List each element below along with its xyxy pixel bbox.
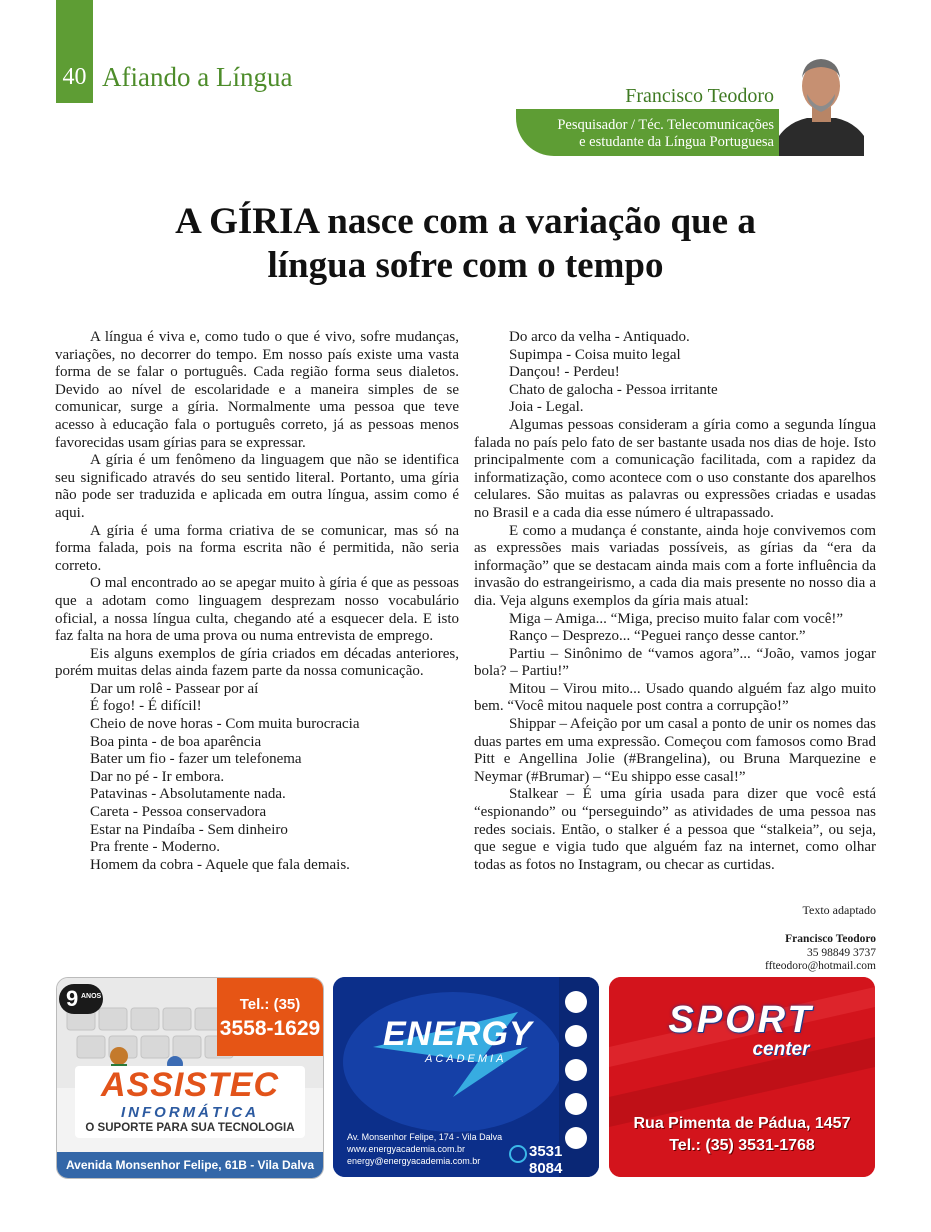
- activity-icon: [565, 991, 587, 1013]
- slang-item: Dar um rolê - Passear por aí: [90, 680, 259, 697]
- signature-email: ffteodoro@hotmail.com: [765, 960, 876, 972]
- slang-item: Supimpa - Coisa muito legal: [509, 346, 681, 363]
- slang-item: Bater um fio - fazer um telefonema: [90, 751, 302, 768]
- section-title: Afiando a Língua: [102, 62, 293, 92]
- energy-info: [347, 1131, 502, 1167]
- ad-sport-center[interactable]: [609, 977, 875, 1177]
- author-name: Francisco Teodoro: [625, 85, 774, 107]
- activity-icon: [565, 1025, 587, 1047]
- phone-icon: [509, 1145, 527, 1163]
- source-note: Texto adaptado: [802, 903, 876, 917]
- paragraph: A gíria é uma forma criativa de se comunicar, mas só na forma falada, pois na forma escrita não é permitida, não seria correto.: [55, 522, 459, 574]
- badge-label: ANOS: [81, 993, 102, 1000]
- signature: [700, 933, 876, 974]
- sport-sub: center: [752, 1039, 810, 1060]
- slang-item: Estar na Pindaíba - Sem dinheiro: [90, 821, 288, 838]
- slang-item: Boa pinta - de boa aparência: [90, 733, 262, 750]
- slang-item: Chato de galocha - Pessoa irritante: [509, 381, 718, 398]
- ad-address-bar: Avenida Monsenhor Felipe, 61B - Vila Dalva: [57, 1152, 323, 1178]
- sport-brand: SPORT: [668, 999, 814, 1041]
- author-photo: [779, 48, 864, 156]
- article-column-right: [474, 329, 876, 874]
- paragraph: A língua é viva e, como tudo o que é vivo, sofre mudanças, variações, no decorrer do tempo. Em nosso país existe uma vasta forma de se falar o português. Cada região forma seus dialetos. Devido ao nível de escolaridade e a maneira simples de se comunicar, surge a gíria. Normalmente uma pessoa que teve acesso à educação fala o português correto, já as pessoas menos favorecidas usam gírias para se expressar.: [55, 329, 459, 451]
- title-line-1: A GÍRIA nasce com a variação que a: [175, 201, 756, 242]
- sport-phone: Tel.: (35) 3531-1768: [669, 1137, 815, 1154]
- energy-address: Av. Monsenhor Felipe, 174 - Vila Dalva: [347, 1132, 503, 1142]
- author-role: [520, 117, 774, 151]
- slang-item: Do arco da velha - Antiquado.: [509, 329, 690, 345]
- paragraph: Shippar – Afeição por um casal a ponto de unir os nomes das duas partes em uma expressão. Começou com famosos como Brad Pitt e Angellina Jolie (#Brangelina), ou Bruna Marquezine e Neymar (#Brumar) – “Eu shippo esse casal!”: [474, 716, 876, 785]
- article-column-left: [55, 329, 459, 874]
- ad-energy[interactable]: [333, 977, 599, 1177]
- energy-site: www.energyacademia.com.br: [347, 1144, 466, 1154]
- paragraph: Algumas pessoas consideram a gíria como a segunda língua falada no país pelo fato de ser bastante usada nos dias de hoje. Isto principalmente com a comunicação facilitada, com a rapidez da informatização, como acontece com o uso constante dos aparelhos celulares. São muitas as palavras ou expressões criadas e usadas no Brasil e a cada dia esse número é ultrapassado.: [474, 416, 876, 521]
- author-role-line1: Pesquisador / Téc. Telecomunicações: [557, 117, 774, 133]
- signature-name: Francisco Teodoro: [785, 933, 876, 945]
- slang-item: Homem da cobra - Aquele que fala demais.: [90, 856, 350, 873]
- sport-logo: [625, 1001, 857, 1061]
- brand-sub: INFORMÁTICA: [121, 1104, 259, 1121]
- activity-icons: [565, 991, 591, 1161]
- phone-box: [217, 978, 323, 1056]
- paragraph: E como a mudança é constante, ainda hoje convivemos com as expressões mais variadas possíveis, as gírias da “era da informação” que se destacam ainda mais com a forte influência da invasão do estrangeirismo, a cada dia mais presente no nosso dia a dia. Veja alguns exemplos da gíria mais atual:: [474, 522, 876, 609]
- sport-address: Rua Pimenta de Pádua, 1457: [633, 1115, 851, 1132]
- badge-number: 9: [66, 986, 79, 1011]
- paragraph: Stalkear – É uma gíria usada para dizer que você está “espionando” ou “perseguindo” as atividades de uma pessoa nas redes sociais. Então, o stalker é a pessoa que “stalkeia”, ou seja, que segue e vigia tudo que alguém faz na internet, como olhar todas as fotos no Instagram, ou checar as curtidas.: [474, 786, 876, 873]
- paragraph: Mitou – Virou mito... Usado quando alguém faz algo muito bem. “Você mitou naquele post contra a corrupção!”: [474, 680, 876, 715]
- title-line-2: língua sofre com o tempo: [267, 245, 664, 286]
- slang-item: Patavinas - Absolutamente nada.: [90, 786, 286, 803]
- energy-brand: ENERGY: [383, 1015, 533, 1053]
- brand-tagline: O SUPORTE PARA SUA TECNOLOGIA: [85, 1122, 295, 1134]
- slang-item: Careta - Pessoa conservadora: [90, 804, 267, 821]
- brand-name: ASSISTEC: [100, 1066, 280, 1104]
- author-role-line2: e estudante da Língua Portuguesa: [579, 134, 774, 150]
- slang-item: Dar no pé - Ir embora.: [90, 768, 225, 785]
- activity-icon: [565, 1059, 587, 1081]
- paragraph: Eis alguns exemplos de gíria criados em décadas anteriores, porém muitas delas ainda fazem parte da nossa comunicação.: [55, 645, 459, 680]
- energy-sub: ACADEMIA: [425, 1053, 507, 1065]
- assistec-logo: [75, 1066, 305, 1138]
- energy-email: energy@energyacademia.com.br: [347, 1156, 481, 1166]
- slang-item: Pra frente - Moderno.: [90, 839, 220, 856]
- anniversary-badge: [59, 984, 103, 1014]
- paragraph: A gíria é um fenômeno da linguagem que não se identifica seu significado através do seu sentido literal. Portanto, uma gíria não pode ser traduzida e aplicada em outra língua, assim como é aqui.: [55, 452, 459, 521]
- slang-item: Ranço – Desprezo... “Peguei ranço desse cantor.”: [509, 628, 806, 645]
- slang-item: Miga – Amiga... “Miga, preciso muito falar com você!”: [509, 610, 844, 627]
- slang-item: Joia - Legal.: [509, 399, 584, 416]
- page-number: 40: [62, 64, 87, 90]
- paragraph: Partiu – Sinônimo de “vamos agora”... “João, vamos jogar bola? – Partiu!”: [474, 645, 876, 680]
- phone-label: Tel.: (35): [239, 996, 301, 1013]
- slang-item: Cheio de nove horas - Com muita burocracia: [90, 716, 360, 733]
- article-title: [100, 200, 831, 288]
- paragraph: O mal encontrado ao se apegar muito à gíria é que as pessoas que a adotam como linguagem desprezam nosso vocabulário oficial, a nossa língua culta, chegando até a esquecer dela. E isto faz falta na hora de uma prova ou numa entrevista de emprego.: [55, 575, 459, 645]
- ad-assistec[interactable]: [56, 977, 324, 1179]
- slang-item: Dançou! - Perdeu!: [509, 364, 620, 381]
- phone-number: 3558-1629: [219, 1017, 321, 1040]
- slang-item: É fogo! - É difícil!: [90, 698, 202, 715]
- energy-phone: 3531 8084: [529, 1143, 563, 1177]
- signature-phone: 35 98849 3737: [807, 946, 876, 959]
- activity-icon: [565, 1093, 587, 1115]
